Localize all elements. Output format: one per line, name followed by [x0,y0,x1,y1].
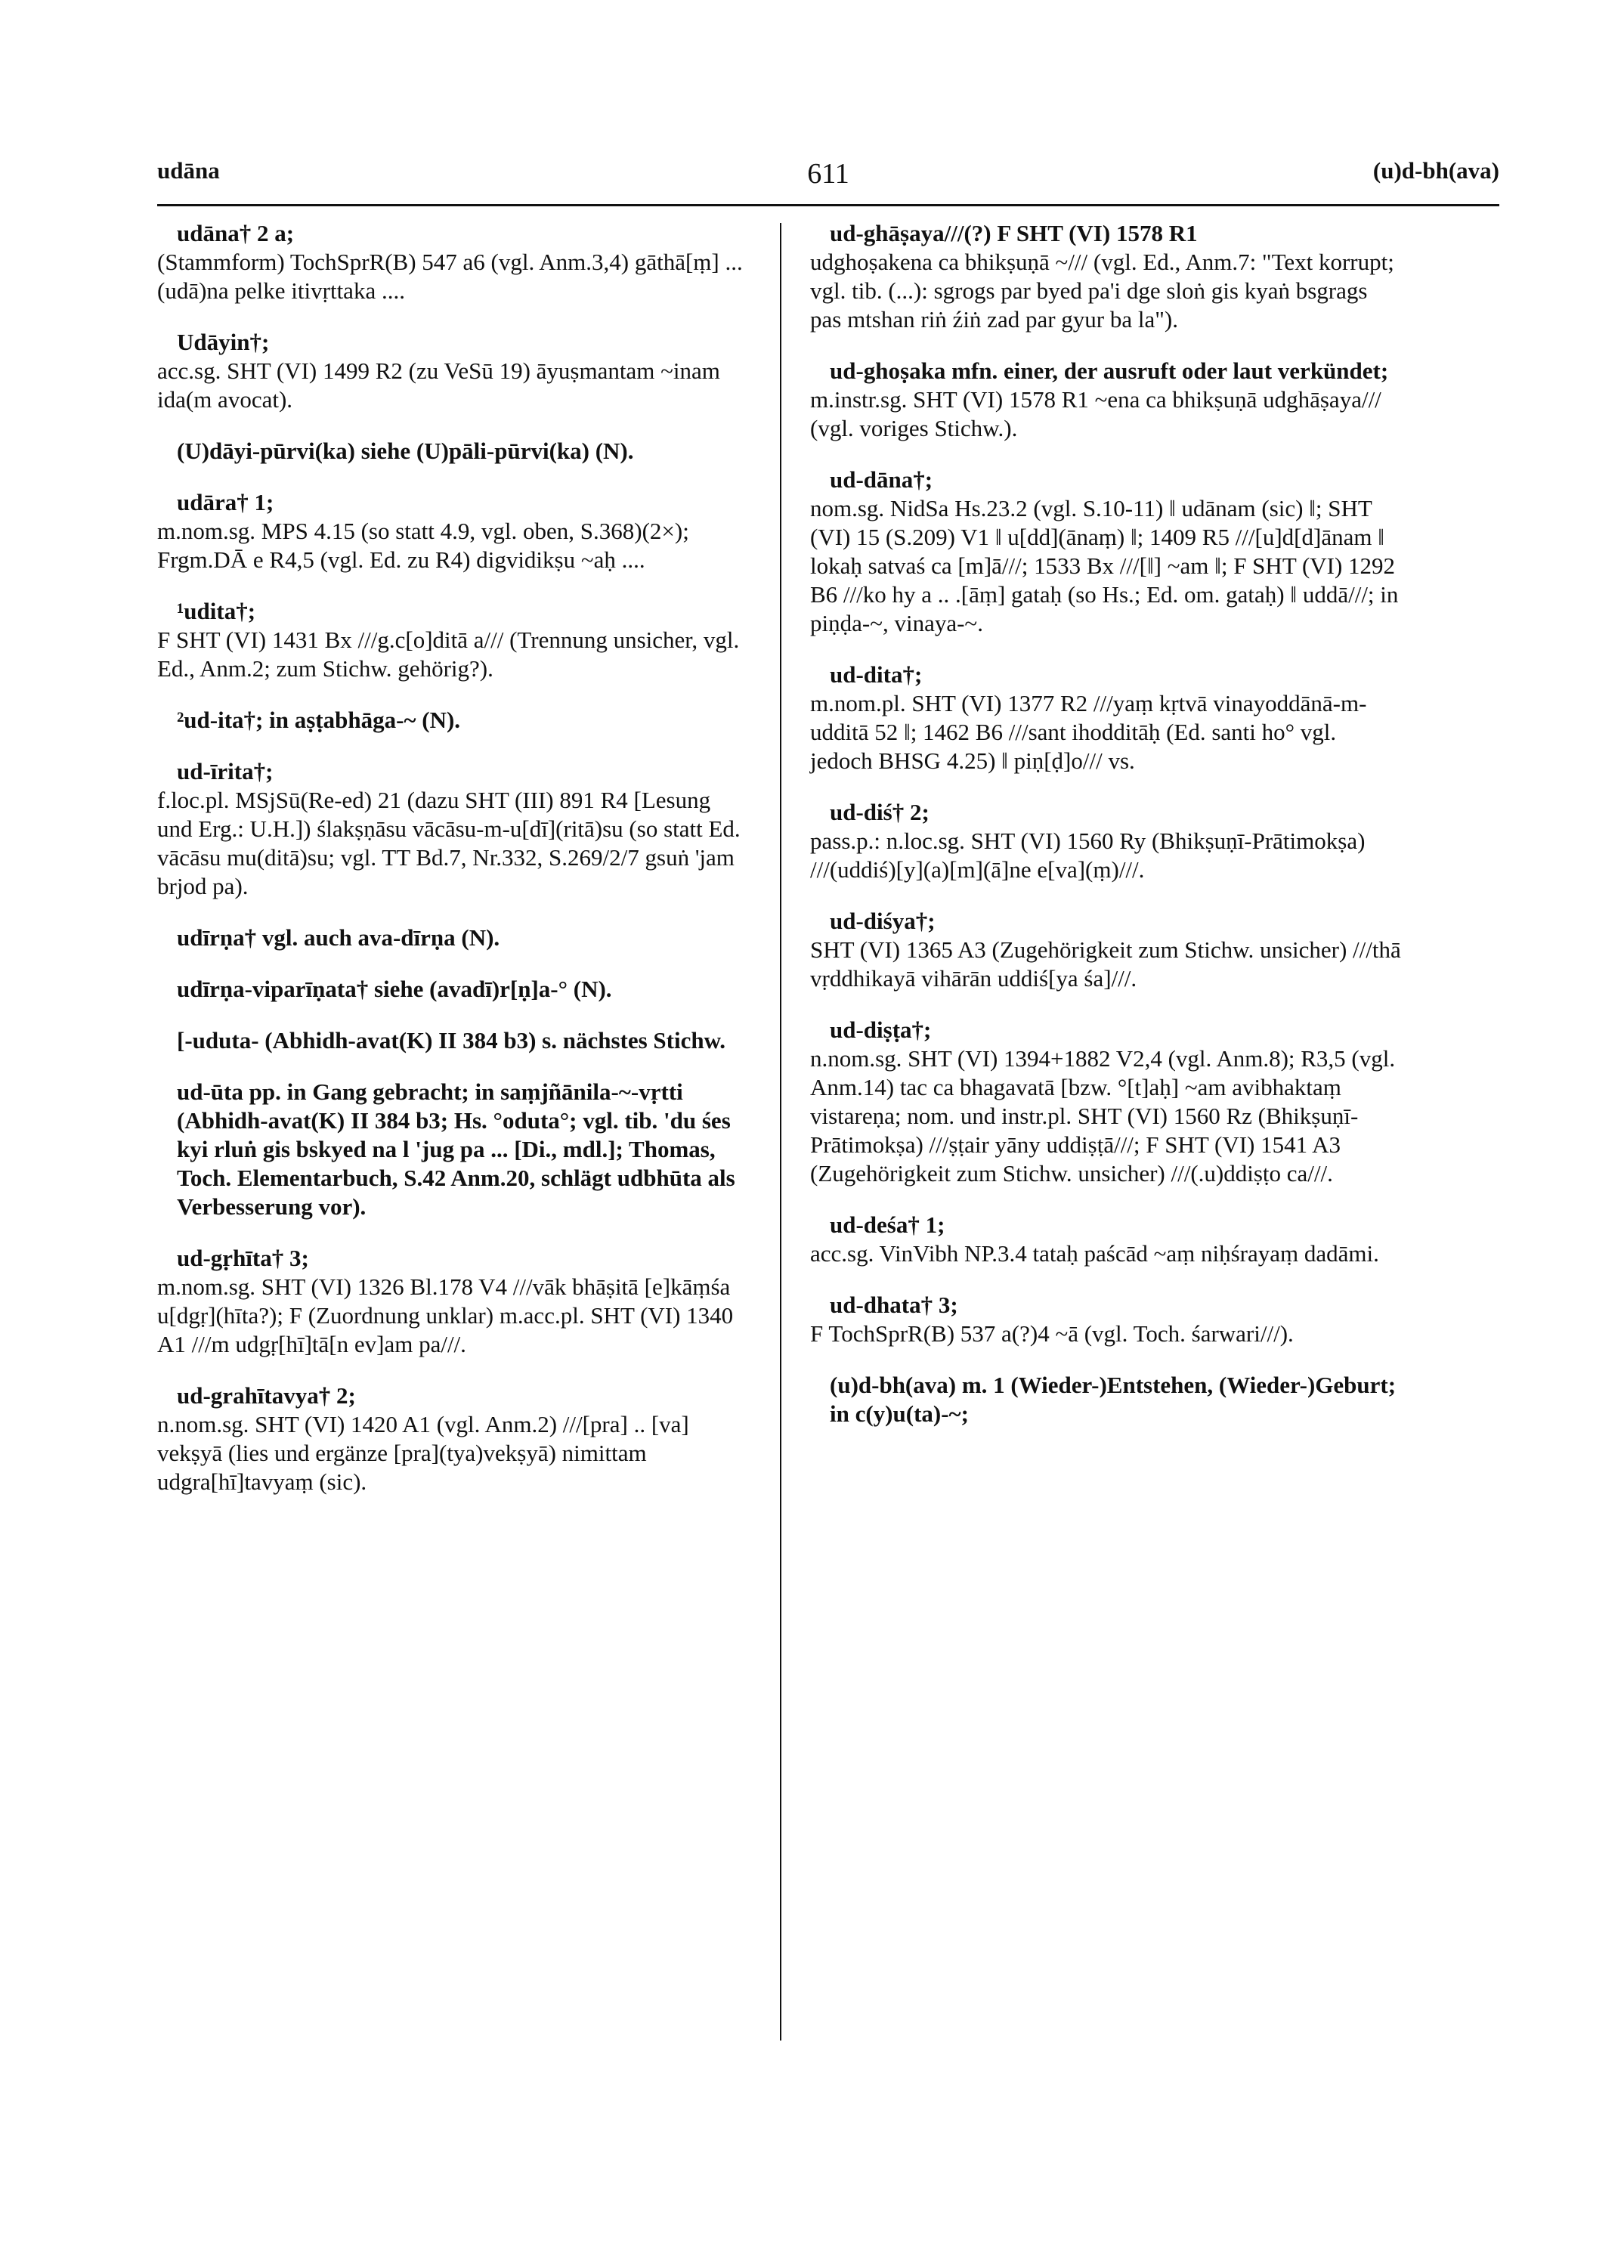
dictionary-entry [810,1016,1401,1188]
entry-headword: udāna† 2 a; [177,220,295,246]
dictionary-entry [157,757,748,901]
entry-body: SHT (VI) 1365 A3 (Zugehörigkeit zum Stichw. unsicher) ///thā vṛddhikayā vihārān uddiś[ya śa]///. [810,936,1401,992]
entry-headword: ud-gṛhīta† 3; [177,1245,309,1271]
dictionary-entry [157,1382,748,1496]
dictionary-entry [810,1211,1401,1268]
entry-headword: udāra† 1; [177,489,274,515]
entry-body: F TochSprR(B) 537 a(?)4 ~ā (vgl. Toch. śarwari///). [810,1320,1294,1347]
entry-body: m.nom.pl. SHT (VI) 1377 R2 ///yaṃ kṛtvā vinayoddānā-m-udditā 52 ǁ; 1462 B6 ///sant ihodditāḥ (Ed. santi ho° vgl. jedoch BHSG 4.25) ǁ piṇ[ḍ]o/// vs. [810,690,1367,774]
entry-body: n.nom.sg. SHT (VI) 1420 A1 (vgl. Anm.2) ///[pra] .. [va] vekṣyā (lies und ergänze [pra](tya)vekṣyā) nimittam udgra[hī]tavyaṃ (sic). [157,1411,689,1495]
entry-headword: ²ud-ita†; in aṣṭabhāga-~ (N). [177,707,461,733]
entry-headword: ud-diś† 2; [830,799,930,825]
running-head-right: (u)d-bh(ava) [1372,157,1499,184]
dictionary-entry [157,975,748,1004]
dictionary-entry [157,1026,748,1055]
running-head-left: udāna [157,157,220,184]
dictionary-entry [157,328,748,414]
dictionary-entry [810,1371,1401,1428]
entry-headword: ud-ūta pp. in Gang gebracht; in saṃjñānila-~-vṛtti (Abhidh-avat(K) II 384 b3; Hs. °oduta°; vgl. tib. 'du śes kyi rluṅ gis bskyed na l 'jug pa ... [Di., mdl.]; Thomas, Toch. Elementarbuch, S.42 Anm.20, schlägt udbhūta als Verbesserung vor). [177,1078,735,1220]
entry-headword: [-uduta- (Abhidh-avat(K) II 384 b3) s. nächstes Stichw. [177,1027,726,1054]
dictionary-entry [810,1291,1401,1348]
entry-headword: Udāyin†; [177,329,270,355]
right-column [810,219,1401,1451]
dictionary-entry [810,907,1401,993]
column-divider [780,223,781,2041]
dictionary-entry [810,466,1401,638]
entry-body: (Stammform) TochSprR(B) 547 a6 (vgl. Anm.3,4) gāthā[ṃ] ... (udā)na pelke itivṛttaka .... [157,249,743,304]
entry-body: acc.sg. VinVibh NP.3.4 tataḥ paścād ~aṃ niḥśrayaṃ dadāmi. [810,1240,1379,1267]
dictionary-entry [810,661,1401,775]
entry-headword: ud-diṣṭa†; [830,1016,932,1043]
entry-headword: (U)dāyi-pūrvi(ka) siehe (U)pāli-pūrvi(ka) (N). [177,438,634,464]
entry-headword: ud-ghoṣaka mfn. einer, der ausruft oder laut verkündet; [830,357,1389,384]
entry-headword: ud-dhata† 3; [830,1292,958,1318]
page-number: 611 [807,158,849,190]
entry-headword: ud-dita†; [830,661,923,688]
entry-body: pass.p.: n.loc.sg. SHT (VI) 1560 Ry (Bhikṣuṇī-Prātimokṣa) ///(uddiś)[y](a)[m](ā]ne e[va](ṃ)///. [810,828,1366,883]
dictionary-entry [157,219,748,305]
page-header [157,157,1499,203]
entry-headword: ud-deśa† 1; [830,1211,945,1238]
entry-headword: ud-ghāṣaya///(?) F SHT (VI) 1578 R1 [830,220,1198,246]
dictionary-entry [157,1244,748,1359]
entry-headword: ud-dāna†; [830,466,933,493]
entry-body: acc.sg. SHT (VI) 1499 R2 (zu VeSū 19) āyuṣmantam ~inam ida(m avocat). [157,357,720,413]
dictionary-entry [157,597,748,683]
dictionary-entry [157,437,748,466]
dictionary-entry [810,357,1401,443]
entry-headword: (u)d-bh(ava) m. 1 (Wieder-)Entstehen, (Wieder-)Geburt; in c(y)u(ta)-~; [830,1372,1397,1427]
entry-body: udghoṣakena ca bhikṣuṇā ~/// (vgl. Ed., Anm.7: "Text korrupt; vgl. tib. (...): sgrogs par byed pa'i dge sloṅ gis kyaṅ bsgrags pas mtshan riṅ źiṅ zad par gyur ba la"). [810,249,1394,333]
entry-headword: udīrṇa† vgl. auch ava-dīrṇa (N). [177,924,500,951]
entry-headword: ¹udita†; [177,598,256,624]
entry-body: f.loc.pl. MSjSū(Re-ed) 21 (dazu SHT (III) 891 R4 [Lesung und Erg.: U.H.]) ślakṣṇāsu vācāsu-m-u[dī](ritā)su (so statt Ed. vācāsu mu(ditā)su; vgl. TT Bd.7, Nr.332, S.269/2/7 gsuṅ 'jam brjod pa). [157,787,741,899]
entry-headword: ud-grahītavya† 2; [177,1382,356,1409]
dictionary-entry [810,219,1401,334]
dictionary-entry [157,706,748,735]
dictionary-entry [157,924,748,952]
entry-body: m.nom.sg. SHT (VI) 1326 Bl.178 V4 ///vāk bhāṣitā [e]kāṃśa u[dgṛ](hīta?); F (Zuordnung unklar) m.acc.pl. SHT (VI) 1340 A1 ///m udgṛ[hī]tā[n ev]am pa///. [157,1273,734,1357]
entry-body: nom.sg. NidSa Hs.23.2 (vgl. S.10-11) ǁ udānam (sic) ǁ; SHT (VI) 15 (S.209) V1 ǁ u[dd](ānaṃ) ǁ; 1409 R5 ///[u]d[d]ānam ǁ lokaḥ satvaś ca [m]ā///; 1533 Bx ///[ǁ] ~am ǁ; F SHT (VI) 1292 B6 ///ko hy a .. .[āṃ] gataḥ (so Hs.; Ed. om. gataḥ) ǁ uddā///; in piṇḍa-~, vinaya-~. [810,495,1399,636]
dictionary-entry [810,798,1401,884]
entry-headword: ud-diśya†; [830,908,936,934]
header-rule [157,204,1499,206]
entry-headword: udīrṇa-viparīṇata† siehe (avadī)r[ṇ]a-° (N). [177,976,612,1002]
dictionary-entry [157,488,748,574]
dictionary-entry [157,1078,748,1221]
entry-body: F SHT (VI) 1431 Bx ///g.c[o]ditā a/// (Trennung unsicher, vgl. Ed., Anm.2; zum Stichw. gehörig?). [157,627,740,682]
entry-body: m.nom.sg. MPS 4.15 (so statt 4.9, vgl. oben, S.368)(2×); Frgm.DĀ e R4,5 (vgl. Ed. zu R4) digvidikṣu ~aḥ .... [157,518,689,573]
entry-headword: ud-īrita†; [177,758,274,784]
left-column [157,219,748,1519]
entry-body: n.nom.sg. SHT (VI) 1394+1882 V2,4 (vgl. Anm.8); R3,5 (vgl. Anm.14) tac ca bhagavatā [bzw. °[t]aḥ] ~am avibhaktaṃ vistareṇa; nom. und instr.pl. SHT (VI) 1560 Rz (Bhikṣuṇī-Prātimokṣa) ///ṣṭair yāny uddiṣṭā///; F SHT (VI) 1541 A3 (Zugehörigkeit zum Stichw. unsicher) ///(.u)ddiṣṭo ca///. [810,1045,1396,1187]
entry-body: m.instr.sg. SHT (VI) 1578 R1 ~ena ca bhikṣuṇā udghāṣaya/// (vgl. voriges Stichw.). [810,386,1381,441]
